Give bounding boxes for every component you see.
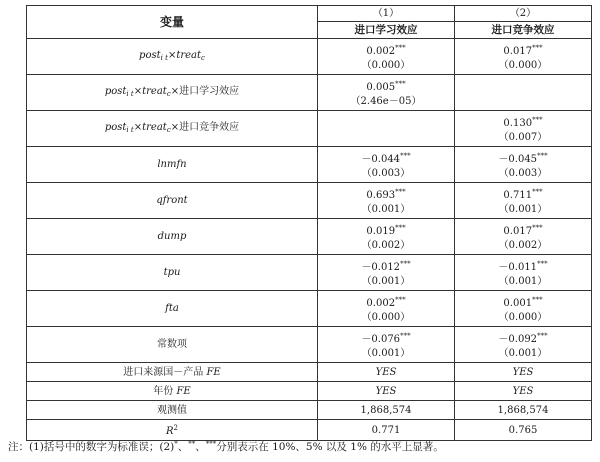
- standard-error: （0.002）: [498, 239, 548, 251]
- coefficient: [455, 76, 591, 93]
- variable-name: post: [139, 49, 161, 61]
- coefficient-value: 0.001: [503, 297, 533, 309]
- note-star-1: *: [174, 440, 178, 448]
- table-header: [27, 6, 592, 39]
- standard-error: （0.001）: [498, 275, 548, 287]
- column-1-number: （1）: [318, 6, 455, 22]
- variable-suffix: ×进口学习效应: [170, 85, 240, 97]
- stat-label-italic: R: [166, 426, 174, 437]
- coefficient: [455, 292, 591, 309]
- coefficient: [455, 328, 591, 345]
- column-2-cell: [455, 147, 592, 183]
- subscript-letter: t: [130, 89, 134, 98]
- variable-name: dump: [157, 231, 187, 242]
- significance-stars: ***: [532, 115, 543, 124]
- stat-row: [27, 363, 592, 382]
- times-sign: ×: [167, 49, 177, 61]
- subscript-letter: c: [166, 125, 171, 134]
- coefficient-value: 0.017: [503, 225, 533, 237]
- column-1-cell: [318, 147, 455, 183]
- table-row: [27, 147, 592, 183]
- variable-cell: [27, 147, 318, 183]
- variable-cell: [27, 219, 318, 255]
- table-body: [27, 39, 592, 441]
- column-2-name: 进口竞争效应: [455, 22, 592, 39]
- times-sign: ×: [133, 121, 143, 133]
- variable-name: fta: [165, 303, 179, 314]
- standard-error: （0.000）: [361, 311, 411, 323]
- coefficient-value: －0.045: [498, 153, 538, 165]
- significance-stars: ***: [537, 151, 548, 160]
- variable-name: tpu: [163, 267, 181, 278]
- column-2-cell: [455, 291, 592, 327]
- variable-cell: [27, 291, 318, 327]
- coefficient-value: 0.017: [503, 45, 533, 57]
- coefficient-value: －0.092: [498, 333, 538, 345]
- column-1-name: 进口学习效应: [318, 22, 455, 39]
- coefficient: [455, 148, 591, 165]
- note-suffix: 分别表示在 10%、5% 以及 1% 的水平上显著。: [216, 441, 444, 453]
- stat-label-superscript: 2: [173, 424, 178, 432]
- column-2-stat: 0.765: [455, 420, 592, 441]
- column-1-cell: [318, 291, 455, 327]
- coefficient: [318, 220, 454, 237]
- variable-name: post: [104, 85, 127, 97]
- coefficient: [455, 220, 591, 237]
- variable-name: post: [104, 121, 127, 133]
- variable-header: 变量: [27, 6, 318, 39]
- coefficient: [455, 40, 591, 57]
- standard-error: （0.001）: [361, 203, 411, 215]
- variable-name: 常数项: [157, 339, 187, 350]
- significance-stars: ***: [400, 151, 411, 160]
- column-1-cell: [318, 75, 455, 111]
- significance-stars: ***: [532, 187, 543, 196]
- note-sep-2: 、: [195, 441, 206, 453]
- stat-label: 年份: [153, 385, 174, 397]
- stat-label-cell: [27, 401, 318, 420]
- column-2-cell: [455, 183, 592, 219]
- stat-label: 进口来源国－产品: [123, 366, 204, 378]
- stat-row: [27, 401, 592, 420]
- standard-error: [455, 93, 591, 110]
- coefficient-value: 0.002: [366, 297, 396, 309]
- table-row: [27, 219, 592, 255]
- coefficient-value: 0.019: [366, 225, 396, 237]
- standard-error: （0.001）: [498, 203, 548, 215]
- stat-label-italic: FE: [203, 366, 221, 378]
- column-2-stat: YES: [455, 363, 592, 382]
- standard-error: （0.003）: [498, 167, 548, 179]
- column-1-cell: [318, 255, 455, 291]
- coefficient: [455, 184, 591, 201]
- variable-subscript: [126, 126, 133, 134]
- table-row: [27, 327, 592, 363]
- coefficient: [318, 40, 454, 57]
- variable-name: qfront: [156, 195, 188, 206]
- subscript-letter: c: [166, 89, 171, 98]
- significance-stars: ***: [400, 259, 411, 268]
- table-footnote: [8, 436, 444, 455]
- significance-stars: ***: [395, 79, 406, 88]
- standard-error: （2.46e－05）: [350, 95, 422, 107]
- table-row: [27, 183, 592, 219]
- variable-name: treat: [142, 85, 167, 97]
- column-1-stat: YES: [318, 363, 455, 382]
- note-star-2: **: [188, 440, 196, 448]
- standard-error: （0.000）: [498, 59, 548, 71]
- column-1-stat: YES: [318, 382, 455, 401]
- coefficient: [318, 292, 454, 309]
- column-1-cell: [318, 327, 455, 363]
- column-1-cell: [318, 219, 455, 255]
- coefficient: [455, 112, 591, 129]
- column-1-cell: [318, 111, 455, 147]
- column-2-cell: [455, 39, 592, 75]
- stat-label-italic: FE: [173, 385, 191, 397]
- note-sep-1: 、: [177, 441, 189, 453]
- standard-error: （0.002）: [361, 239, 411, 251]
- variable-name: treat: [142, 121, 167, 133]
- significance-stars: ***: [395, 187, 406, 196]
- variable-name: treat: [176, 49, 202, 61]
- significance-stars: ***: [395, 223, 406, 232]
- standard-error: （0.001）: [361, 275, 411, 287]
- standard-error: （0.000）: [498, 311, 548, 323]
- significance-stars: ***: [532, 43, 543, 52]
- coefficient: [318, 328, 454, 345]
- column-2-cell: [455, 219, 592, 255]
- coefficient: [318, 184, 454, 201]
- significance-stars: ***: [532, 295, 543, 304]
- column-2-stat: 1,868,574: [455, 401, 592, 420]
- subscript-letter: c: [201, 53, 205, 62]
- coefficient-value: 0.005: [366, 81, 396, 93]
- coefficient-value: －0.012: [361, 261, 401, 273]
- column-1-cell: [318, 39, 455, 75]
- column-2-cell: [455, 327, 592, 363]
- standard-error: （0.007）: [498, 131, 548, 143]
- stat-label: 观测值: [157, 404, 187, 416]
- variable-subscript: [201, 54, 205, 62]
- significance-stars: ***: [400, 331, 411, 340]
- standard-error: （0.001）: [498, 347, 548, 359]
- times-sign: ×: [133, 85, 143, 97]
- regression-table: [26, 5, 592, 441]
- coefficient-value: 0.130: [503, 117, 533, 129]
- column-2-number: （2）: [455, 6, 592, 22]
- stat-label-cell: [27, 382, 318, 401]
- standard-error: （0.001）: [361, 347, 411, 359]
- coefficient-value: －0.076: [361, 333, 401, 345]
- subscript-letter: i: [160, 53, 163, 62]
- standard-error: （0.000）: [361, 59, 411, 71]
- note-prefix: 注：(1)括号中的数字为标准误；(2): [8, 441, 175, 453]
- variable-subscript: [126, 90, 133, 98]
- table-row: [27, 111, 592, 147]
- column-1-stat: 1,868,574: [318, 401, 455, 420]
- variable-cell: [27, 183, 318, 219]
- coefficient-value: 0.711: [503, 189, 533, 201]
- variable-cell: [27, 39, 318, 75]
- coefficient: [318, 148, 454, 165]
- variable-cell: [27, 111, 318, 147]
- coefficient-value: 0.002: [366, 45, 396, 57]
- coefficient: [455, 256, 591, 273]
- column-1-cell: [318, 183, 455, 219]
- significance-stars: ***: [537, 259, 548, 268]
- regression-table-container: [26, 5, 591, 441]
- subscript-letter: i: [126, 89, 129, 98]
- table-row: [27, 255, 592, 291]
- subscript-letter: t: [130, 125, 134, 134]
- subscript-letter: t: [165, 53, 168, 62]
- coefficient-value: －0.011: [498, 261, 538, 273]
- column-2-cell: [455, 111, 592, 147]
- coefficient-value: 0.693: [366, 189, 396, 201]
- column-1-stat: 0.771: [318, 420, 455, 441]
- coefficient-value: －0.044: [361, 153, 401, 165]
- variable-suffix: ×进口竞争效应: [170, 121, 240, 133]
- standard-error: （0.003）: [361, 167, 411, 179]
- column-2-cell: [455, 75, 592, 111]
- stat-label-cell: [27, 363, 318, 382]
- table-row: [27, 75, 592, 111]
- subscript-letter: i: [126, 125, 129, 134]
- variable-name: lnmfn: [157, 159, 187, 170]
- column-2-stat: YES: [455, 382, 592, 401]
- table-row: [27, 291, 592, 327]
- note-star-3: ***: [205, 440, 217, 448]
- table-row: [27, 39, 592, 75]
- coefficient: [318, 112, 454, 129]
- significance-stars: ***: [532, 223, 543, 232]
- stat-row: [27, 382, 592, 401]
- coefficient: [318, 76, 454, 93]
- coefficient: [318, 256, 454, 273]
- variable-cell: [27, 255, 318, 291]
- significance-stars: ***: [395, 295, 406, 304]
- standard-error: [318, 129, 454, 146]
- variable-subscript: [161, 54, 168, 62]
- variable-cell: [27, 327, 318, 363]
- variable-cell: [27, 75, 318, 111]
- column-2-cell: [455, 255, 592, 291]
- significance-stars: ***: [395, 43, 406, 52]
- significance-stars: ***: [537, 331, 548, 340]
